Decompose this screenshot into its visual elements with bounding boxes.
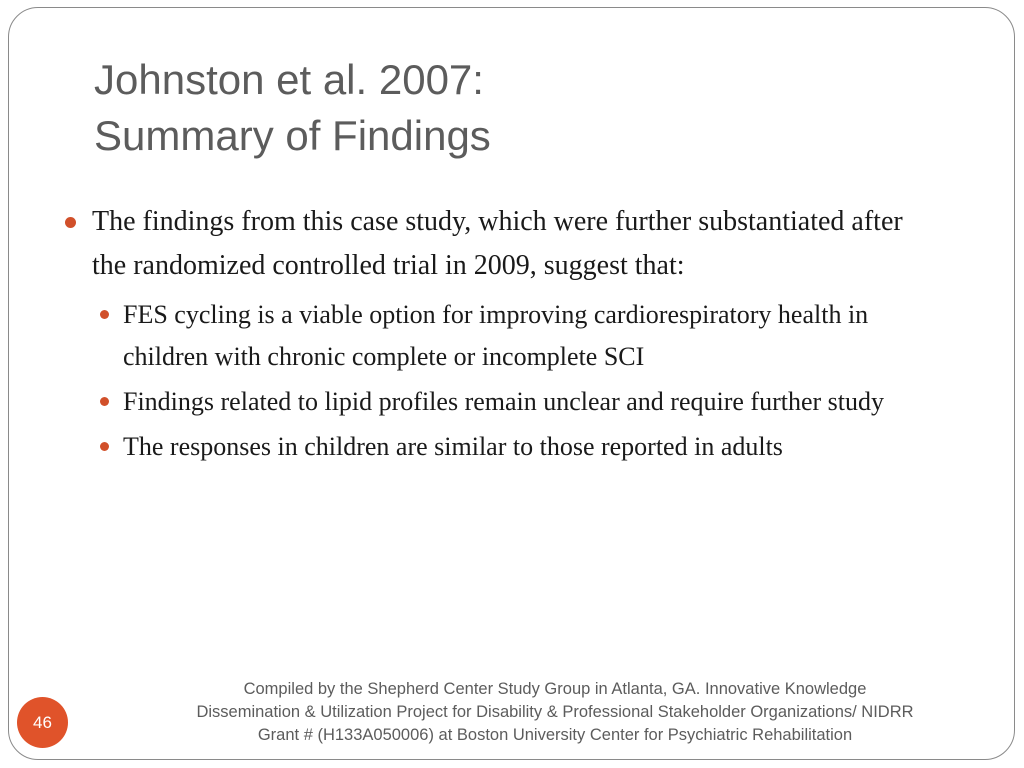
sub-bullet bbox=[123, 381, 940, 423]
sub-bullet-text: Findings related to lipid profiles remain unclear and require further study bbox=[123, 387, 884, 416]
sub-bullet bbox=[123, 426, 940, 468]
bullet-dot-icon bbox=[100, 310, 109, 319]
slide-title bbox=[94, 52, 491, 164]
slide-footer bbox=[110, 678, 1000, 747]
bullet-dot-icon bbox=[100, 442, 109, 451]
sub-bullet-text: The responses in children are similar to those reported in adults bbox=[123, 432, 783, 461]
bullet-dot-icon bbox=[65, 217, 76, 228]
main-bullet bbox=[60, 200, 940, 288]
sub-bullet bbox=[123, 294, 940, 378]
bullet-dot-icon bbox=[100, 397, 109, 406]
main-bullet-text: The findings from this case study, which were further substantiated after the randomized controlled trial in 2009, suggest that: bbox=[92, 206, 903, 281]
title-line-2: Summary of Findings bbox=[94, 112, 491, 159]
footer-line-2: Dissemination & Utilization Project for Disability & Professional Stakeholder Organizations/ NIDRR bbox=[196, 703, 914, 721]
sub-bullet-text: FES cycling is a viable option for improving cardiorespiratory health in children with chronic complete or incomplete SCI bbox=[123, 300, 869, 371]
footer-line-1: Compiled by the Shepherd Center Study Group in Atlanta, GA. Innovative Knowledge bbox=[243, 680, 867, 698]
title-line-1: Johnston et al. 2007: bbox=[94, 56, 484, 103]
page-number-badge: 46 bbox=[17, 697, 68, 748]
slide-body bbox=[60, 200, 940, 471]
sub-bullet-list bbox=[60, 294, 940, 468]
footer-line-3: Grant # (H133A050006) at Boston University Center for Psychiatric Rehabilitation bbox=[257, 726, 853, 744]
